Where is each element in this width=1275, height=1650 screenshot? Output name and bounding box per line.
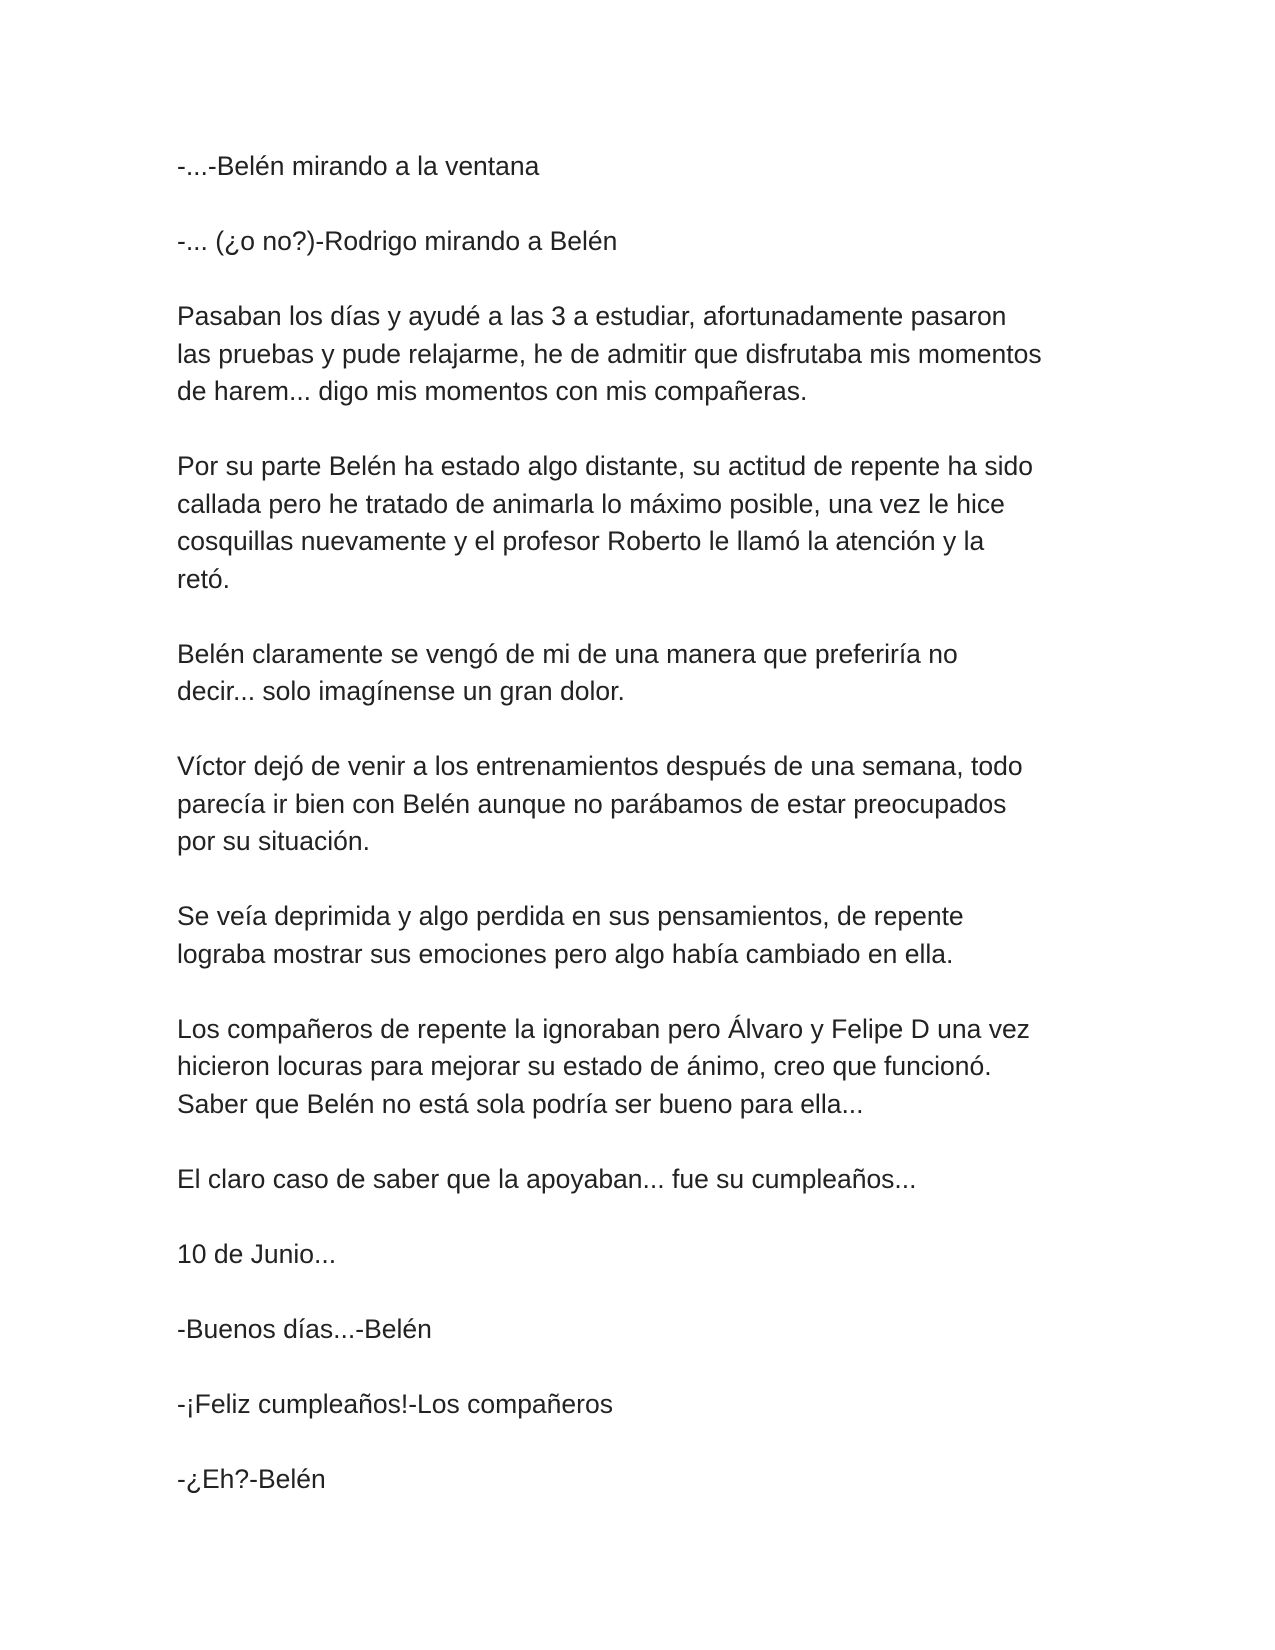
narrative-paragraph: Se veía deprimida y algo perdida en sus pensamientos, de repente lograba mostrar sus emociones pero algo había cambiado en ella. [177, 901, 964, 969]
dialogue-line: -...-Belén mirando a la ventana [177, 151, 540, 181]
dialogue-line: -... (¿o no?)-Rodrigo mirando a Belén [177, 226, 618, 256]
narrative-paragraph: Víctor dejó de venir a los entrenamientos después de una semana, todo parecía ir bien con Belén aunque no parábamos de estar preocupados por su situación. [177, 751, 1023, 856]
dialogue-line: -Buenos días...-Belén [177, 1313, 432, 1344]
narrative-paragraph: Los compañeros de repente la ignoraban pero Álvaro y Felipe D una vez hicieron locuras para mejorar su estado de ánimo, creo que funcionó. Saber que Belén no está sola podría ser bueno para ella... [177, 1013, 1030, 1119]
narrative-paragraph: Belén claramente se vengó de mi de una manera que preferiría no decir... solo imagínense un gran dolor. [177, 638, 958, 706]
narrative-paragraph: Pasaban los días y ayudé a las 3 a estudiar, afortunadamente pasaron las pruebas y pude relajarme, he de admitir que disfrutaba mis momentos de harem... digo mis momentos con mis compañeras. [177, 301, 1042, 406]
narrative-paragraph: Por su parte Belén ha estado algo distante, su actitud de repente ha sido callada pero he tratado de animarla lo máximo posible, una vez le hice cosquillas nuevamente y el profesor Roberto le llamó la atención y la retó. [177, 451, 1033, 594]
dialogue-line: -¡Feliz cumpleaños!-Los compañeros [177, 1388, 613, 1419]
date-line: 10 de Junio... [177, 1238, 337, 1269]
narrative-paragraph: El claro caso de saber que la apoyaban... fue su cumpleaños... [177, 1163, 917, 1194]
dialogue-line: -¿Eh?-Belén [177, 1463, 326, 1494]
page-body-text [177, 148, 1107, 1498]
